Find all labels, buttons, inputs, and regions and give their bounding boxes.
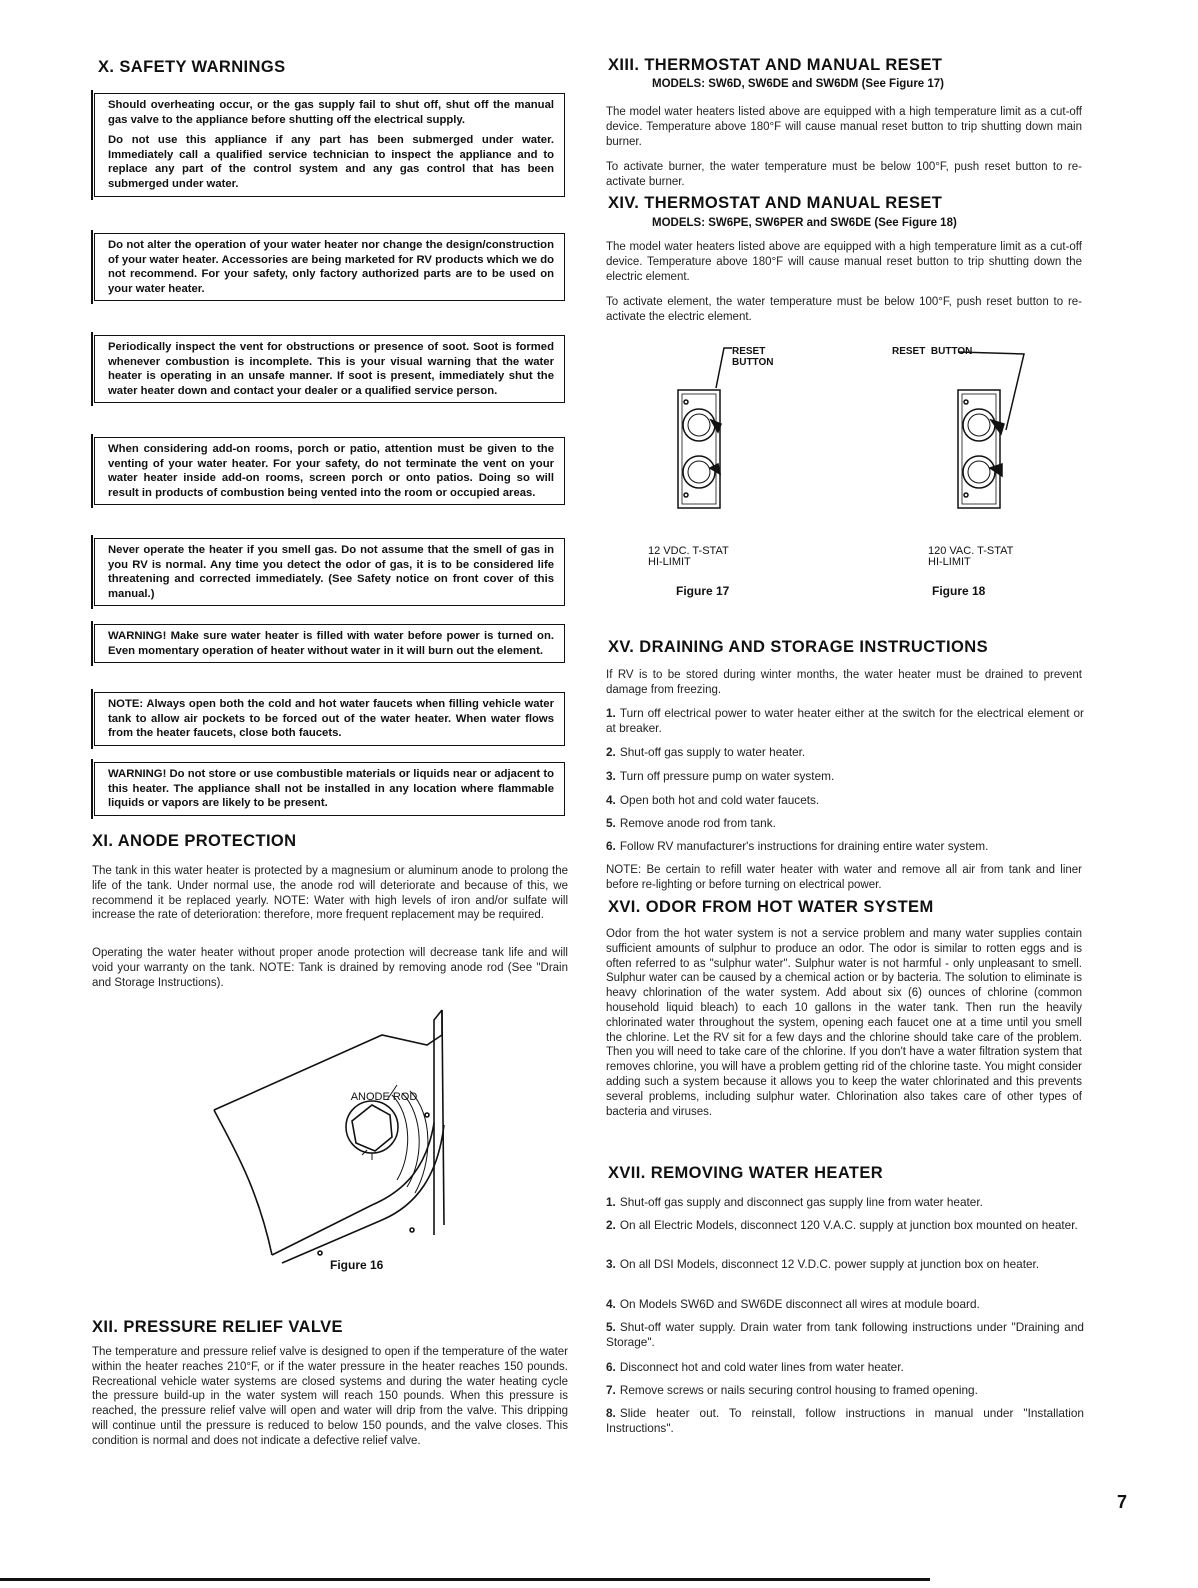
warning-box-1: [94, 93, 565, 197]
fig17-tstat-label: 12 VDC. T-STAT HI-LIMIT: [648, 545, 729, 568]
warning-box-5: [94, 538, 565, 606]
warning-text: Periodically inspect the vent for obstructions or presence of soot. Soot is formed whenever combustion is incomplete. This is your visual warning that the water heater is operating in an unsafe manner. If soot is present, immediately shut the water heater down and contact your dealer or a qualified service person.: [108, 341, 554, 397]
anode-rod-label: ANODE ROD: [350, 1091, 418, 1103]
draining-step: 4. Open both hot and cold water faucets.: [606, 793, 820, 807]
removing-step: 4. On Models SW6D and SW6DE disconnect all wires at module board.: [606, 1297, 980, 1311]
warning-text: WARNING! Make sure water heater is filled with water before power is turned on. Even momentary operation of heater without water in it will burn out the element.: [108, 630, 554, 657]
thermostat-2-paragraph-2: To activate element, the water temperature must be below 100°F, push reset button to re-activate the electric element.: [606, 296, 1082, 323]
relief-heading: XII. PRESSURE RELIEF VALVE: [92, 1318, 343, 1336]
safety-heading: X. SAFETY WARNINGS: [98, 58, 286, 76]
thermostat-figure-18: [946, 340, 1056, 515]
draining-intro: If RV is to be stored during winter months, the water heater must be drained to prevent damage from freezing.: [606, 669, 1082, 696]
fig17-reset-button-label: RESET BUTTON: [732, 346, 774, 368]
fig18-tstat-label: 120 VAC. T-STAT HI-LIMIT: [928, 545, 1014, 568]
anode-rod-figure: [212, 1005, 552, 1275]
warning-text: When considering add-on rooms, porch or patio, attention must be given to the venting of your water heater. For your safety, do not terminate the vent on your water heater inside add-on rooms, screen porch or onto patios. Doing so will result in products of combustion being vented into the room or occupied areas.: [108, 443, 554, 499]
anode-heading: XI. ANODE PROTECTION: [92, 832, 297, 850]
draining-heading: XV. DRAINING AND STORAGE INSTRUCTIONS: [608, 638, 988, 656]
removing-step: 2. On all Electric Models, disconnect 120 V.A.C. supply at junction box mounted on heater.: [606, 1218, 1078, 1232]
warning-text: WARNING! Do not store or use combustible materials or liquids near or adjacent to this heater. The appliance shall not be installed in any location where flammable liquids or vapors are likely to be present.: [108, 768, 554, 810]
fig18-reset-button-label: RESET BUTTON: [892, 346, 973, 357]
figure-16-caption: Figure 16: [330, 1258, 384, 1272]
thermostat-figure-17: [666, 340, 776, 515]
models-line-2: MODELS: SW6PE, SW6PER and SW6DE (See Figure 18): [652, 217, 957, 229]
footer-rule: [0, 1578, 930, 1581]
page-number: 7: [1117, 1492, 1128, 1512]
thermostat-1-paragraph-2: To activate burner, the water temperature must be below 100°F, push reset button to re-activate burner.: [606, 161, 1082, 188]
thermostat-heading-2: XIV. THERMOSTAT AND MANUAL RESET: [608, 194, 943, 212]
draining-step: 6. Follow RV manufacturer's instructions for draining entire water system.: [606, 839, 989, 853]
warning-text: Do not use this appliance if any part has been submerged under water. Immediately call a qualified service technician to inspect the appliance and to replace any part of the control system and any gas control that has been submerged under water.: [108, 134, 554, 190]
draining-step: 5. Remove anode rod from tank.: [606, 816, 776, 830]
removing-step: 1. Shut-off gas supply and disconnect gas supply line from water heater.: [606, 1195, 983, 1209]
warning-text: Do not alter the operation of your water heater nor change the design/construction of your water heater. Accessories are being marketed for RV products which we do not recommend. For your safety, only factory authorized parts are to be used on your water heater.: [108, 239, 554, 295]
thermostat-heading-1: XIII. THERMOSTAT AND MANUAL RESET: [608, 56, 943, 74]
draining-step: 2. Shut-off gas supply to water heater.: [606, 745, 806, 759]
warning-text: Never operate the heater if you smell gas. Do not assume that the smell of gas in you RV is normal. Any time you detect the odor of gas, it is to be considered life threatening and corrected immediately. (See Safety notice on front cover of this manual.): [108, 544, 554, 600]
anode-paragraph-2: Operating the water heater without proper anode protection will decrease tank life and will void your warranty on the tank. NOTE: Tank is drained by removing anode rod (See "Drain and Storage Instructions).: [92, 947, 568, 989]
draining-note: NOTE: Be certain to refill water heater with water and remove all air from tank and liner before re-lighting or before turning on electrical power.: [606, 864, 1082, 891]
odor-paragraph: Odor from the hot water system is not a service problem and many water supplies contain sufficient amounts of sulphur to produce an odor. The odor is similar to rotten eggs and is often referred to as "sulphur water". Sulphur water is not harmful - only unpleasant to smell. Sulphur water can be caused by a chemical action or by bacteria. The solution to eliminate is heavy chlorination of the water system. Add about six (6) ounces of chlorine (common household liquid bleach) to each 10 gallons in the water tank. Then run the heavily chlorinated water throughout the system, opening each faucet one at a time until you smell the chlorine. Let the RV sit for a few days and the chlorine should take care of the problem. Then you will need to take care of the chlorine. If you don't have a water filtration system that removes chlorine, you will have a problem getting rid of the chlorine taste. You might consider adding such a system because it allows you to keep the water chlorinated and this prevents several problems, including sulphur water. Chlorination also takes care of other types of bacteria and viruses.: [606, 928, 1082, 1118]
removing-step: 3. On all DSI Models, disconnect 12 V.D.C. power supply at junction box on heater.: [606, 1257, 1040, 1271]
warning-box-2: [94, 233, 565, 301]
warning-text: Should overheating occur, or the gas supply fail to shut off, shut off the manual gas valve to the appliance before shutting off the electrical supply.: [108, 99, 554, 126]
warning-box-4: [94, 437, 565, 505]
anode-paragraph-1: The tank in this water heater is protected by a magnesium or aluminum anode to prolong the life of the tank. Under normal use, the anode rod will deteriorate and because of this, we recommend it be replaced yearly. NOTE: Water with high levels of iron and/or sulfate will increase the rate of deterioration: therefore, more frequent replacement may be required.: [92, 865, 568, 922]
figure-17-caption: Figure 17: [676, 584, 730, 598]
warning-box-6: [94, 624, 565, 663]
removing-step: 8. Slide heater out. To reinstall, follow instructions in manual under "Installation Instructions".: [606, 1406, 1084, 1435]
warning-box-8: [94, 762, 565, 816]
draining-step: 3. Turn off pressure pump on water system.: [606, 769, 835, 783]
models-line-1: MODELS: SW6D, SW6DE and SW6DM (See Figure 17): [652, 78, 945, 90]
warning-text: NOTE: Always open both the cold and hot water faucets when filling vehicle water tank to allow air pockets to be forced out of the water heater. When water flows from the heater faucets, close both faucets.: [108, 698, 554, 740]
odor-heading: XVI. ODOR FROM HOT WATER SYSTEM: [608, 898, 934, 916]
relief-paragraph: The temperature and pressure relief valve is designed to open if the temperature of the water within the heater reaches 210°F, or if the water pressure in the heater reaches 150 pounds. Recreational vehicle water systems are closed systems and during the water heating cycle the pressure build-up in the water system will reach 150 pounds. When this pressure is reached, the pressure relief valve will open and water will drip from the valve. This dripping will continue until the pressure is reduced to below 150 pounds, and the valve closes. This condition is normal and does not indicate a defective relief valve.: [92, 1346, 568, 1447]
warning-box-3: [94, 335, 565, 403]
thermostat-2-paragraph-1: The model water heaters listed above are equipped with a high temperature limit as a cut-off device. Temperature above 180°F will cause manual reset button to trip shutting down the electric element.: [606, 241, 1082, 283]
thermostat-1-paragraph-1: The model water heaters listed above are equipped with a high temperature limit as a cut-off device. Temperature above 180°F will cause manual reset button to trip shutting down main burner.: [606, 106, 1082, 148]
warning-box-7: [94, 692, 565, 746]
removing-step: 7. Remove screws or nails securing control housing to framed opening.: [606, 1383, 978, 1397]
removing-step: 6. Disconnect hot and cold water lines from water heater.: [606, 1360, 904, 1374]
figure-18-caption: Figure 18: [932, 584, 986, 598]
draining-step: 1. Turn off electrical power to water heater either at the switch for the electrical element or at breaker.: [606, 706, 1084, 735]
removing-heading: XVII. REMOVING WATER HEATER: [608, 1164, 884, 1182]
removing-step: 5. Shut-off water supply. Drain water from tank following instructions under "Draining and Storage".: [606, 1320, 1084, 1349]
